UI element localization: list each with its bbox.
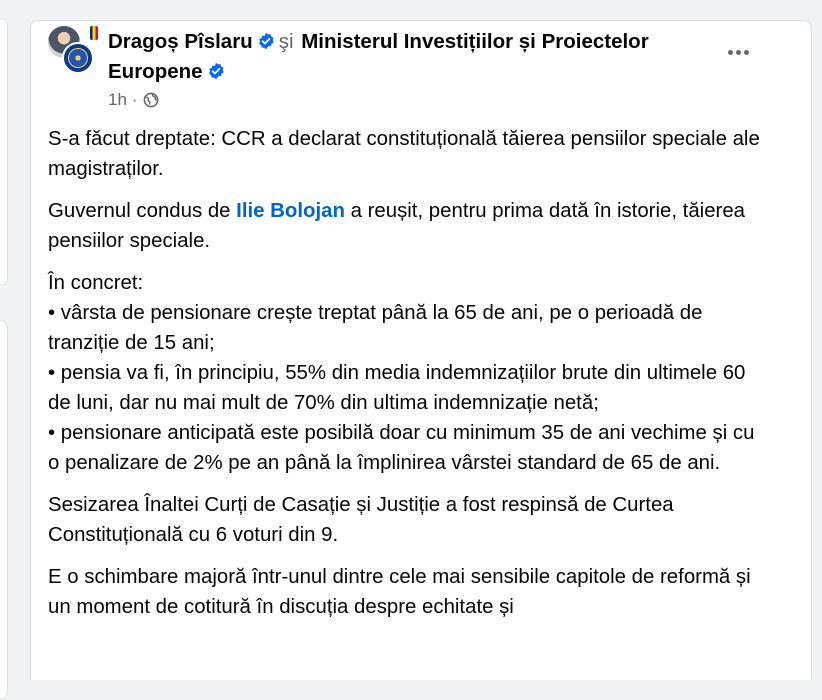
ministry-logo-icon (68, 48, 88, 68)
post-body (48, 124, 768, 634)
list-intro: În concret: (48, 272, 144, 294)
coauthor-connector: şi (278, 30, 294, 53)
more-dot (744, 50, 749, 55)
flag-icon (90, 26, 98, 40)
left-card-segment (0, 320, 8, 700)
meta-separator: · (131, 90, 138, 109)
coauthor-name[interactable]: Ministerul Investițiilor și Proiectelor Europene (108, 30, 649, 83)
mention-link[interactable]: Ilie Bolojan (236, 200, 345, 222)
globe-icon[interactable] (143, 92, 159, 108)
post-header (108, 27, 698, 87)
list-item: • vârsta de pensionare crește treptat până la 65 de ani, pe o perioadă de tranziție de 15 ani; (48, 302, 703, 354)
list-item: • pensionare anticipată este posibilă doar cu minimum 35 de ani vechime și cu o penalizare de 2% pe an până la împlinirea vârstei standard de 65 de ani. (48, 422, 755, 474)
more-dot (736, 50, 741, 55)
post-paragraph: E o schimbare majoră într-unul dintre cele mai sensibile capitole de reformă și un moment de cotitură în discuția despre echitate și (48, 566, 751, 618)
post-paragraph (48, 196, 768, 256)
top-strip (0, 0, 822, 20)
verified-badge-icon (207, 62, 225, 80)
paragraph-text: Guvernul condus de (48, 200, 237, 222)
author-name[interactable]: Dragoș Pîslaru (108, 30, 253, 53)
verified-badge-icon (257, 32, 275, 50)
post-paragraph: Sesizarea Înaltei Curți de Casație și Justiție a fost respinsă de Curtea Constituțională cu 6 voturi din 9. (48, 494, 674, 546)
coauthor-avatar[interactable] (62, 42, 94, 74)
post-paragraph (48, 268, 768, 478)
left-card-segment (0, 18, 8, 286)
post-timestamp[interactable]: 1h (108, 90, 127, 109)
left-adjacent-card (0, 20, 8, 680)
post-avatar[interactable] (48, 26, 96, 74)
list-item: • pensia va fi, în principiu, 55% din media indemnizațiilor brute din ultimele 60 de luni, dar nu mai mult de 70% din ultima indemnizație netă; (48, 362, 746, 414)
post-paragraph: S-a făcut dreptate: CCR a declarat constituțională tăierea pensiilor speciale ale magistraților. (48, 128, 760, 180)
post-card (30, 20, 812, 680)
paragraph-text: a reușit, pentru prima dată în istorie, tăierea pensiilor speciale. (48, 200, 746, 252)
more-options-button[interactable] (721, 39, 755, 65)
more-dot (728, 50, 733, 55)
post-meta (108, 90, 159, 110)
